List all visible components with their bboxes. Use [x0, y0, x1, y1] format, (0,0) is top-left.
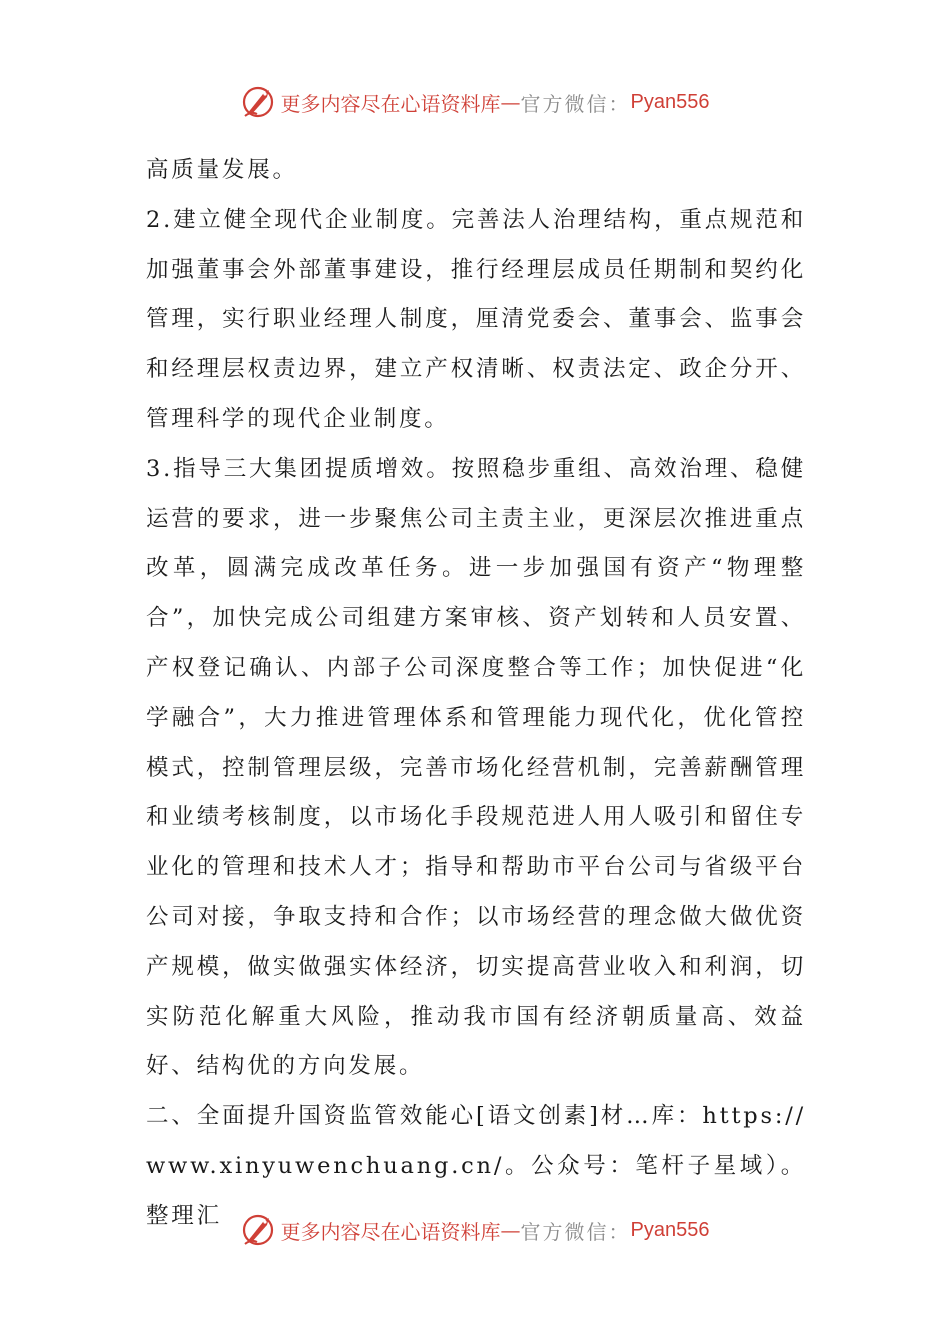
banner-dash: —	[500, 90, 521, 114]
banner-brand-text: 更多内容尽在心语资料库	[280, 91, 501, 116]
banner-wechat-id: Pyan556	[630, 90, 710, 113]
paragraph-section-2: 二、全面提升国资监管效能心[语文创素]材…库：https://www.xinyuwenchuang.cn/。公众号：笔杆子星域）。整理汇	[146, 1103, 806, 1229]
paragraph-item-2: 2.建立健全现代企业制度。完善法人治理结构，重点规范和加强董事会外部董事建设，推行经理层成员任期制和契约化管理，实行职业经理人制度，厘清党委会、董事会、监事会和经理层权责边界，建立产权清晰、权责法定、政企分开、管理科学的现代企业制度。	[146, 206, 806, 432]
document-body	[146, 146, 806, 1242]
banner-brand-text: 更多内容尽在心语资料库	[280, 1219, 501, 1244]
header-banner	[0, 80, 950, 124]
paragraph-continuation: 高质量发展。	[146, 157, 298, 183]
banner-dash: —	[500, 1218, 521, 1242]
banner-official-label: 官方微信：	[520, 91, 631, 116]
pen-nib-logo-icon	[241, 1212, 277, 1248]
banner-official-label: 官方微信：	[520, 1219, 631, 1244]
banner-wechat-id: Pyan556	[630, 1218, 710, 1241]
pen-nib-logo-icon	[241, 84, 277, 120]
paragraph-item-3: 3.指导三大集团提质增效。按照稳步重组、高效治理、稳健运营的要求，进一步聚焦公司主责主业，更深层次推进重点改革，圆满完成改革任务。进一步加强国有资产“物理整合”，加快完成公司组建方案审核、资产划转和人员安置、产权登记确认、内部子公司深度整合等工作；加快促进“化学融合”，大力推进管理体系和管理能力现代化，优化管控模式，控制管理层级，完善市场化经营机制，完善薪酬管理和业绩考核制度，以市场化手段规范进人用人吸引和留住专业化的管理和技术人才；指导和帮助市平台公司与省级平台公司对接，争取支持和合作；以市场经营的理念做大做优资产规模，做实做强实体经济，切实提高营业收入和利润，切实防范化解重大风险，推动我市国有经济朝质量高、效益好、结构优的方向发展。	[146, 455, 806, 1080]
footer-banner	[0, 1208, 950, 1252]
